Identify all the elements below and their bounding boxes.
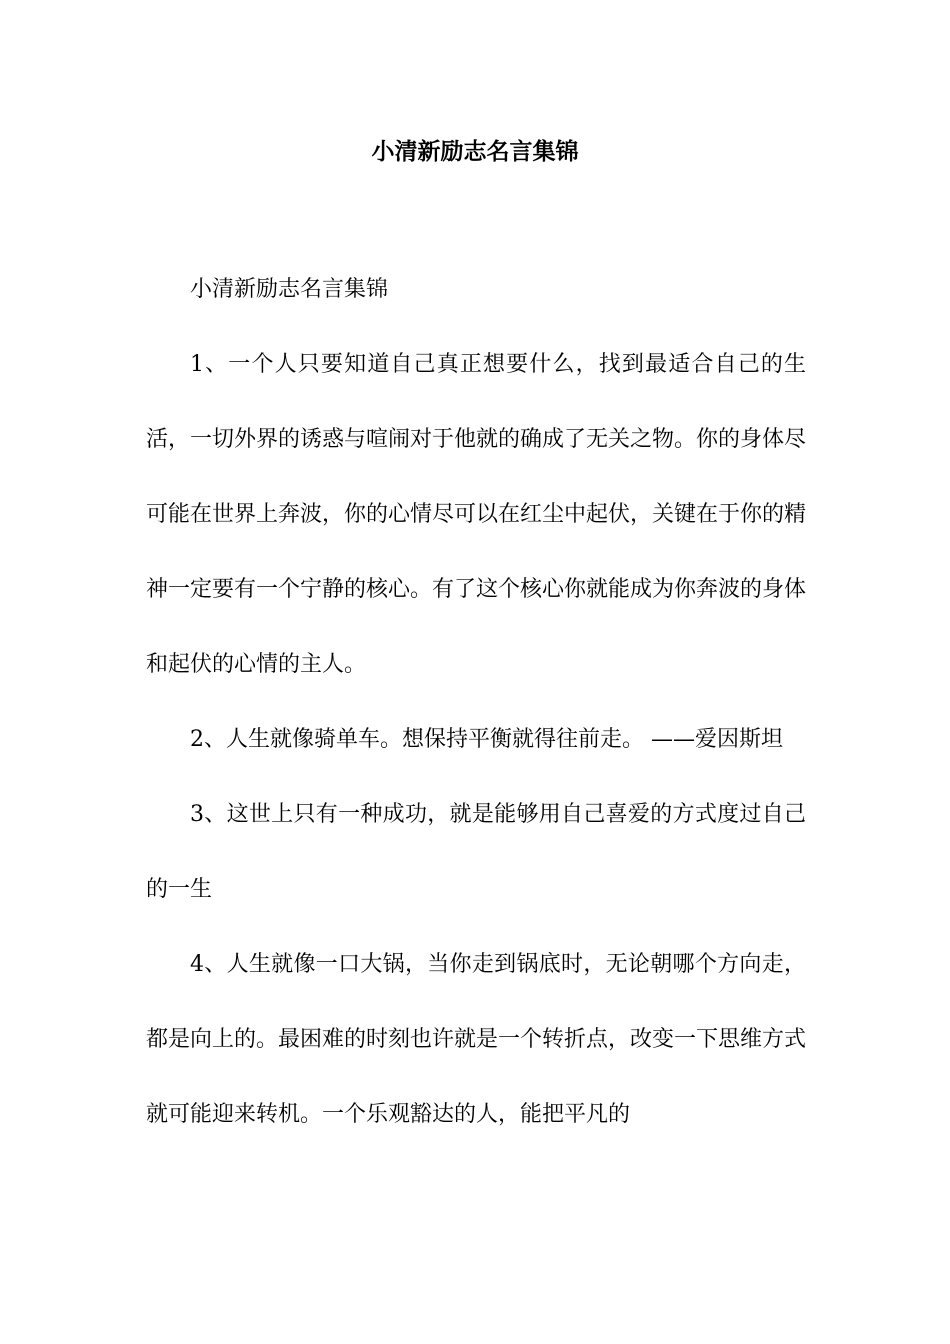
paragraph-quote-2: 2、人生就像骑单车。想保持平衡就得往前走。 ——爱因斯坦 <box>190 727 783 752</box>
paragraph-quote-4: 4、人生就像一口大锅，当你走到锅底时，无论朝哪个方向走，都是向上的。最困难的时刻也许就是一个转折点，改变一下思维方式就可能迎来转机。一个乐观豁达的人，能把平凡的 <box>146 952 807 1127</box>
document-title: 小清新励志名言集锦 <box>371 138 579 165</box>
document-body <box>146 252 806 1152</box>
paragraph-quote-1: 1、一个人只要知道自己真正想要什么，找到最适合自己的生活，一切外界的诱惑与喧闹对于他就的确成了无关之物。你的身体尽可能在世界上奔波，你的心情尽可以在红尘中起伏，关键在于你的精神一定要有一个宁静的核心。有了这个核心你就能成为你奔波的身体和起伏的心情的主人。 <box>146 352 807 677</box>
paragraph-subtitle: 小清新励志名言集锦 <box>190 277 389 302</box>
paragraph-quote-3: 3、这世上只有一种成功，就是能够用自己喜爱的方式度过自己的一生 <box>146 802 806 902</box>
